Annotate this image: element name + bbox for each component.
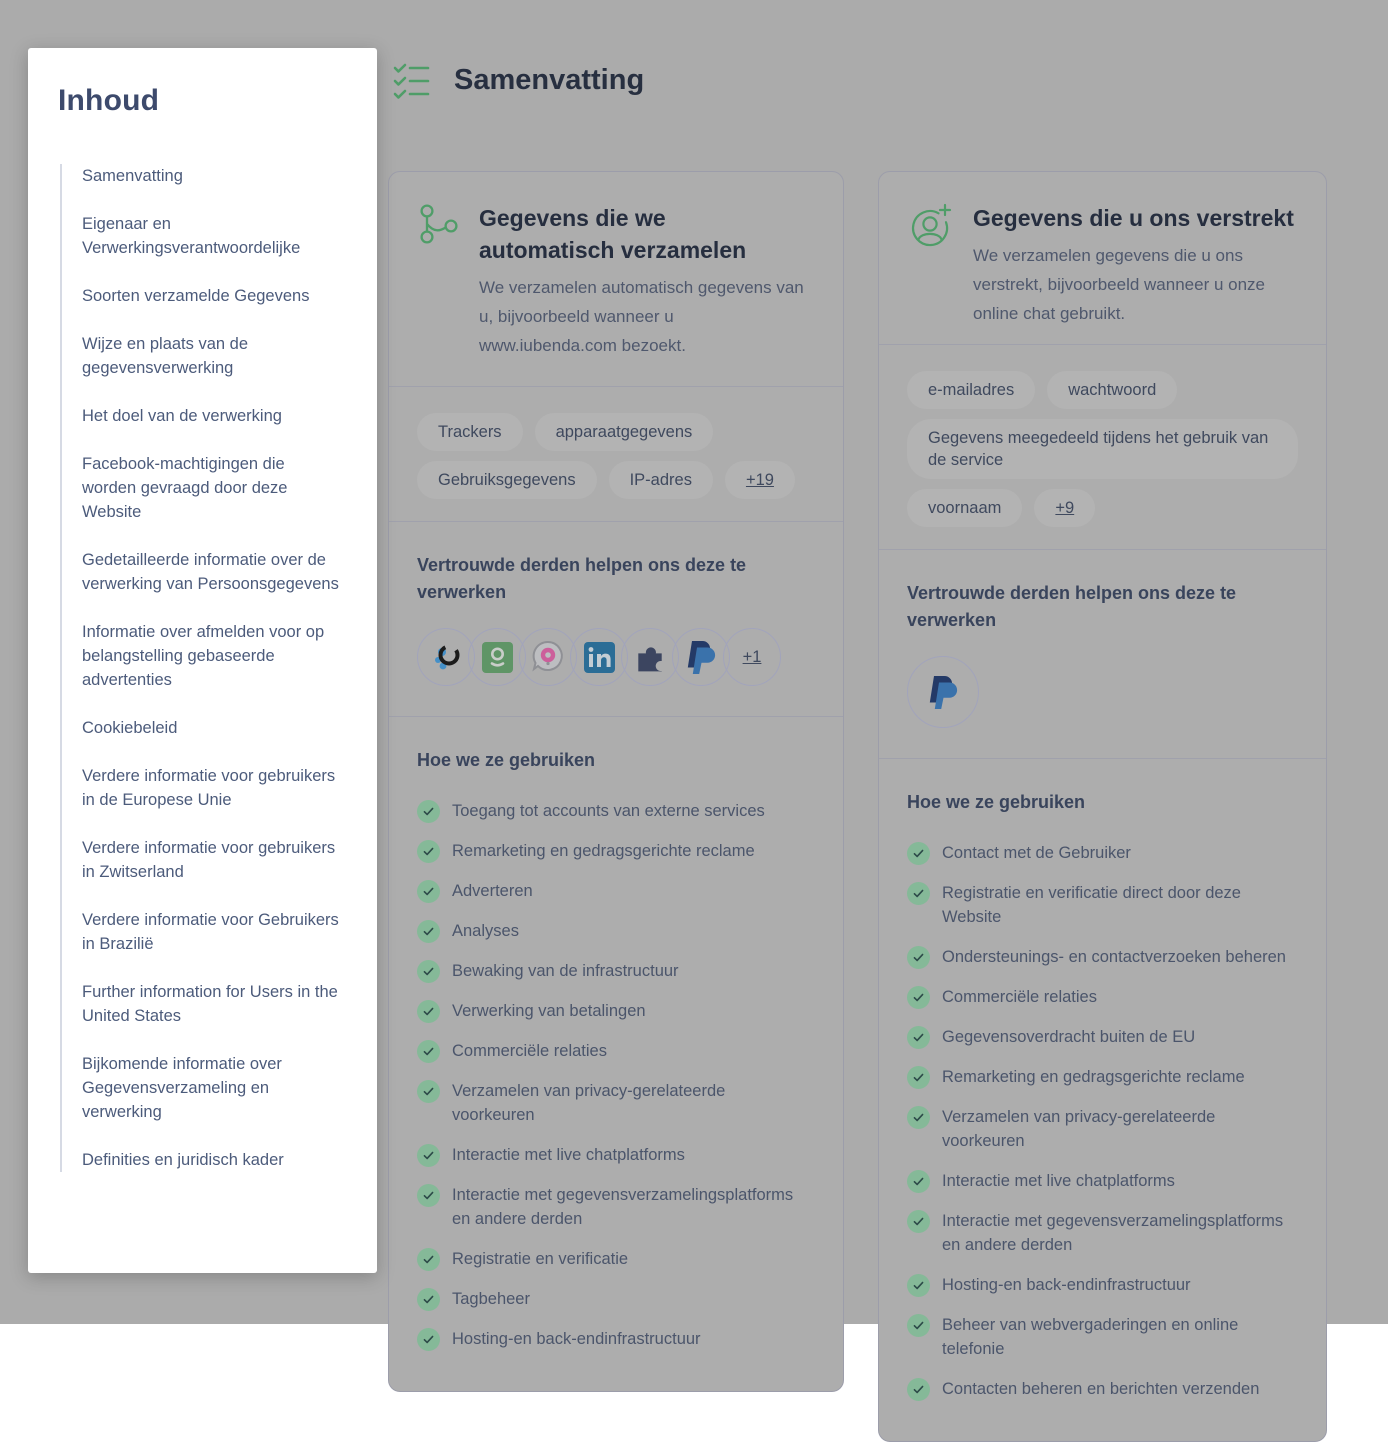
usage-item — [417, 1079, 815, 1127]
usage-item — [417, 919, 815, 943]
check-icon — [417, 1040, 440, 1063]
usage-label: Tagbeheer — [452, 1290, 530, 1308]
usage-item — [417, 1247, 815, 1271]
toc-item[interactable]: Verdere informatie voor gebruikers in Zwitserland — [82, 839, 336, 881]
usage-item — [417, 839, 815, 863]
parties-row — [907, 656, 1298, 728]
check-icon — [417, 920, 440, 943]
check-icon — [907, 882, 930, 905]
toc-list — [60, 164, 349, 1172]
usage-label: Hosting-en back-endinfrastructuur — [942, 1276, 1191, 1294]
tags-row — [879, 344, 1326, 549]
puzzle-piece-icon — [621, 628, 679, 686]
usage-item — [907, 1025, 1298, 1049]
usage-label: Toegang tot accounts van externe services — [452, 802, 765, 820]
check-icon — [417, 800, 440, 823]
usage-label: Commerciële relaties — [942, 988, 1097, 1006]
usage-item — [907, 1313, 1298, 1361]
usage-label: Registratie en verificatie direct door deze Website — [942, 884, 1241, 926]
check-icon — [907, 1026, 930, 1049]
card-provided-data — [878, 171, 1327, 1442]
usage-item — [907, 1209, 1298, 1257]
summary-cards — [388, 171, 1327, 1442]
check-icon — [417, 1288, 440, 1311]
check-icon — [907, 1314, 930, 1337]
check-icon — [417, 880, 440, 903]
toc-panel — [28, 48, 377, 1273]
usage-item — [417, 1039, 815, 1063]
usage-label: Verzamelen van privacy-gerelateerde voorkeuren — [452, 1082, 726, 1124]
more-third-parties-link[interactable]: +1 — [723, 628, 781, 686]
toc-item[interactable]: Informatie over afmelden voor op belangstelling gebaseerde advertenties — [82, 623, 325, 689]
more-data-types-link[interactable]: +9 — [1034, 489, 1095, 527]
toc-item[interactable]: Gedetailleerde informatie over de verwerking van Persoonsgegevens — [82, 551, 339, 593]
usage-label: Contacten beheren en berichten verzenden — [942, 1380, 1260, 1398]
usage-section — [389, 716, 843, 1391]
usage-item — [417, 879, 815, 903]
third-parties-heading: Vertrouwde derden helpen ons deze te verwerken — [907, 583, 1237, 630]
usage-label: Verzamelen van privacy-gerelateerde voorkeuren — [942, 1108, 1216, 1150]
usage-label: Hosting-en back-endinfrastructuur — [452, 1330, 701, 1348]
usage-item — [417, 1183, 815, 1231]
check-icon — [417, 1248, 440, 1271]
usage-label: Contact met de Gebruiker — [942, 844, 1131, 862]
toc-item[interactable]: Eigenaar en Verwerkingsverantwoordelijke — [82, 215, 301, 257]
data-type-tag: apparaatgegevens — [535, 413, 714, 451]
paypal-logo-icon — [907, 656, 979, 728]
usage-label: Adverteren — [452, 882, 533, 900]
usage-label: Remarketing en gedragsgerichte reclame — [942, 1068, 1245, 1086]
usage-item — [907, 1169, 1298, 1193]
usage-item — [907, 985, 1298, 1009]
usage-label: Gegevensoverdracht buiten de EU — [942, 1028, 1196, 1046]
check-icon — [907, 1378, 930, 1401]
usage-item — [907, 881, 1298, 929]
card-description: We verzamelen gegevens die u ons verstrekt, bijvoorbeeld wanneer u onze online chat gebruikt. — [973, 246, 1265, 323]
page-title: Samenvatting — [454, 64, 645, 96]
card-header — [879, 172, 1326, 344]
card-title: Gegevens die we automatisch verzamelen — [479, 205, 747, 263]
toc-item[interactable]: Samenvatting — [82, 167, 183, 185]
smartsupp-logo-icon — [519, 628, 577, 686]
toc-title: Inhoud — [58, 84, 160, 117]
share-nodes-icon — [417, 203, 459, 360]
usage-list — [417, 799, 815, 1351]
usage-label: Commerciële relaties — [452, 1042, 607, 1060]
usage-label: Interactie met gegevensverzamelingsplatforms en andere derden — [452, 1186, 794, 1228]
usage-item — [907, 1377, 1298, 1401]
card-header-text — [973, 202, 1298, 328]
toc-item[interactable]: Further information for Users in the United States — [82, 983, 338, 1025]
check-icon — [417, 1184, 440, 1207]
toc-item[interactable]: Soorten verzamelde Gegevens — [82, 287, 310, 305]
toc-item[interactable]: Wijze en plaats van de gegevensverwerking — [82, 335, 249, 377]
check-icon — [907, 946, 930, 969]
usage-item — [417, 1143, 815, 1167]
usage-label: Remarketing en gedragsgerichte reclame — [452, 842, 755, 860]
check-icon — [417, 1144, 440, 1167]
paypal-logo-icon — [672, 628, 730, 686]
toc-item[interactable]: Het doel van de verwerking — [82, 407, 282, 425]
check-icon — [907, 842, 930, 865]
parties-row — [417, 628, 815, 686]
summary-header — [392, 60, 644, 101]
usage-label: Interactie met gegevensverzamelingsplatforms en andere derden — [942, 1212, 1284, 1254]
data-type-tag: Trackers — [417, 413, 523, 451]
usage-label: Analyses — [452, 922, 519, 940]
card-title: Gegevens die u ons verstrekt — [973, 205, 1294, 231]
usage-label: Ondersteunings- en contactverzoeken beheren — [942, 948, 1286, 966]
olark-logo-icon — [468, 628, 526, 686]
usage-label: Interactie met live chatplatforms — [452, 1146, 685, 1164]
usage-label: Bewaking van de infrastructuur — [452, 962, 679, 980]
check-icon — [417, 840, 440, 863]
usage-heading: Hoe we ze gebruiken — [907, 792, 1086, 812]
toc-item[interactable]: Cookiebeleid — [82, 719, 178, 737]
data-type-tag: e-mailadres — [907, 371, 1035, 409]
check-icon — [417, 960, 440, 983]
usage-item — [417, 799, 815, 823]
usage-label: Interactie met live chatplatforms — [942, 1172, 1175, 1190]
check-icon — [907, 1106, 930, 1129]
toc-item[interactable]: Bijkomende informatie over Gegevensverzameling en verwerking — [82, 1055, 282, 1121]
check-icon — [417, 1328, 440, 1351]
data-type-tag: wachtwoord — [1047, 371, 1177, 409]
usage-item — [907, 1065, 1298, 1089]
card-description: We verzamelen automatisch gegevens van u, bijvoorbeeld wanneer u www.iubenda.com bezoekt. — [479, 278, 804, 355]
usage-item — [417, 1327, 815, 1351]
data-type-tag: voornaam — [907, 489, 1022, 527]
user-plus-icon — [907, 203, 953, 328]
usage-label: Verwerking van betalingen — [452, 1002, 646, 1020]
third-parties-section — [879, 549, 1326, 758]
usage-item — [907, 841, 1298, 865]
usage-item — [417, 999, 815, 1023]
linkedin-logo-icon — [570, 628, 628, 686]
card-auto-collected-data — [388, 171, 844, 1392]
data-type-tag: Gegevens meegedeeld tijdens het gebruik van de service — [907, 419, 1298, 479]
usage-item — [417, 959, 815, 983]
check-icon — [907, 986, 930, 1009]
usage-item — [907, 1273, 1298, 1297]
usage-item — [907, 1105, 1298, 1153]
usage-heading: Hoe we ze gebruiken — [417, 750, 596, 770]
usage-item — [907, 945, 1298, 969]
check-icon — [907, 1274, 930, 1297]
check-icon — [907, 1210, 930, 1233]
check-icon — [907, 1066, 930, 1089]
toc-item[interactable]: Facebook-machtigingen die worden gevraagd door deze Website — [82, 455, 288, 521]
usage-list — [907, 841, 1298, 1401]
toc-item[interactable]: Definities en juridisch kader — [82, 1151, 284, 1169]
check-icon — [417, 1000, 440, 1023]
data-type-tag: IP-adres — [609, 461, 713, 499]
check-icon — [417, 1080, 440, 1103]
data-type-tag: Gebruiksgegevens — [417, 461, 597, 499]
third-parties-section — [389, 521, 843, 716]
usage-item — [417, 1287, 815, 1311]
usage-label: Registratie en verificatie — [452, 1250, 629, 1268]
toc-item[interactable]: Verdere informatie voor Gebruikers in Brazilië — [82, 911, 339, 953]
third-parties-heading: Vertrouwde derden helpen ons deze te verwerken — [417, 555, 747, 602]
toc-item[interactable]: Verdere informatie voor gebruikers in de Europese Unie — [82, 767, 336, 809]
usage-label: Beheer van webvergaderingen en online telefonie — [942, 1316, 1239, 1358]
more-data-types-link[interactable]: +19 — [725, 461, 795, 499]
check-icon — [907, 1170, 930, 1193]
card-header-text — [479, 202, 815, 360]
card-header — [389, 172, 843, 386]
tags-row — [389, 386, 843, 521]
pt-logo-icon — [417, 628, 475, 686]
checklist-icon — [392, 61, 432, 101]
usage-section — [879, 758, 1326, 1441]
